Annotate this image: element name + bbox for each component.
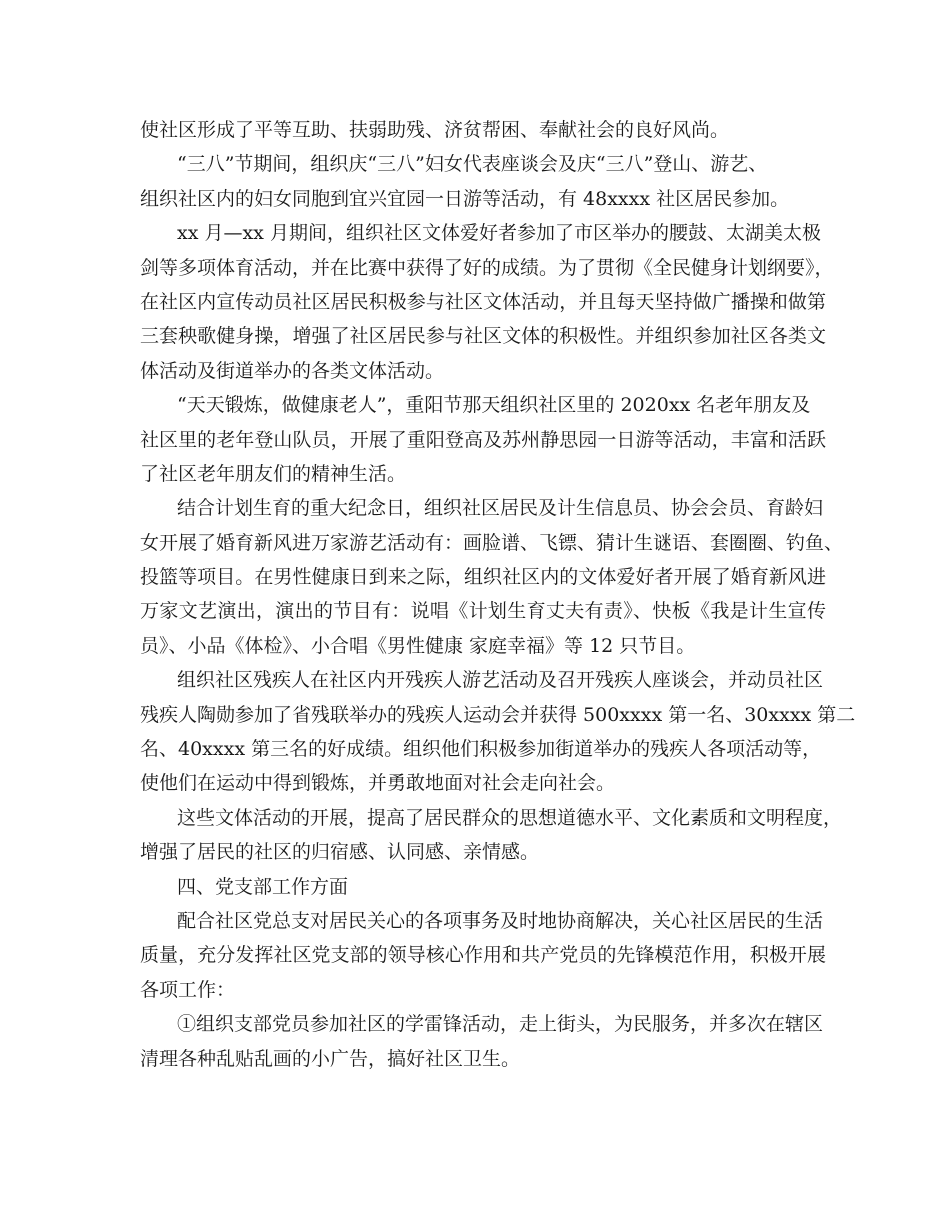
text-line: 清理各种乱贴乱画的小广告，搞好社区卫生。 <box>140 1047 521 1070</box>
text-line: 残疾人陶勋参加了省残联举办的残疾人运动会并获得 500xxxx 第一名、30xxxx 第二 <box>140 703 856 726</box>
text-line: 女开展了婚育新风进万家游艺活动有：画脸谱、飞镖、猜计生谜语、套圈圈、钓鱼、 <box>140 531 844 554</box>
text-line: 这些文体活动的开展，提高了居民群众的思想道德水平、文化素质和文明程度， <box>177 806 843 829</box>
text-line: 体活动及街道举办的各类文体活动。 <box>140 359 445 382</box>
text-line: 社区里的老年登山队员，开展了重阳登高及苏州静思园一日游等活动，丰富和活跃 <box>140 428 826 451</box>
text-line: 剑等多项体育活动，并在比赛中获得了好的成绩。为了贯彻《全民健身计划纲要》， <box>140 256 834 279</box>
text-line: 名、40xxxx 第三名的好成绩。组织他们积极参加街道举办的残疾人各项活动等， <box>140 738 822 761</box>
text-line: 使社区形成了平等互助、扶弱助残、济贫帮困、奉献社会的良好风尚。 <box>140 119 730 141</box>
text-line: 万家文艺演出，演出的节目有：说唱《计划生育丈夫有责》、快板《我是计生宣传 <box>140 600 826 623</box>
text-line: 增强了居民的社区的归宿感、认同感、亲情感。 <box>140 841 540 864</box>
text-line: 三套秧歌健身操，增强了社区居民参与社区文体的积极性。并组织参加社区各类文 <box>140 325 826 348</box>
text-line: “三八”节期间，组织庆“三八”妇女代表座谈会及庆“三八”登山、游艺、 <box>177 153 768 176</box>
text-line: 使他们在运动中得到锻炼，并勇敢地面对社会走向社会。 <box>140 772 616 795</box>
text-line: 配合社区党总支对居民关心的各项事务及时地协商解决，关心社区居民的生活 <box>177 909 824 932</box>
text-line: ①组织支部党员参加社区的学雷锋活动，走上街头，为民服务，并多次在辖区 <box>177 1013 824 1036</box>
text-line: 各项工作： <box>140 978 236 1001</box>
text-line: 在社区内宣传动员社区居民积极参与社区文体活动，并且每天坚持做广播操和做第 <box>140 290 826 313</box>
text-line: 组织社区残疾人在社区内开残疾人游艺活动及召开残疾人座谈会，并动员社区 <box>177 669 824 692</box>
text-line: xx 月—xx 月期间，组织社区文体爱好者参加了市区举办的腰鼓、太湖美太极 <box>177 222 821 245</box>
text-line: 投篮等项目。在男性健康日到来之际，组织社区内的文体爱好者开展了婚育新风进 <box>140 566 826 589</box>
text-line: 组织社区内的妇女同胞到宜兴宜园一日游等活动，有 48xxxx 社区居民参加。 <box>140 187 790 210</box>
document-body <box>140 113 856 1076</box>
text-line: 四、党支部工作方面 <box>177 875 349 898</box>
text-line: 了社区老年朋友们的精神生活。 <box>140 462 407 485</box>
text-line: 结合计划生育的重大纪念日，组织社区居民及计生信息员、协会会员、育龄妇 <box>177 497 824 520</box>
text-line: 员》、小品《体检》、小合唱《男性健康 家庭幸福》等 12 只节目。 <box>140 634 696 657</box>
text-line: “天天锻炼，做健康老人”，重阳节那天组织社区里的 2020xx 名老年朋友及 <box>177 394 811 417</box>
text-line: 质量，充分发挥社区党支部的领导核心作用和共产党员的先锋模范作用，积极开展 <box>140 944 826 967</box>
